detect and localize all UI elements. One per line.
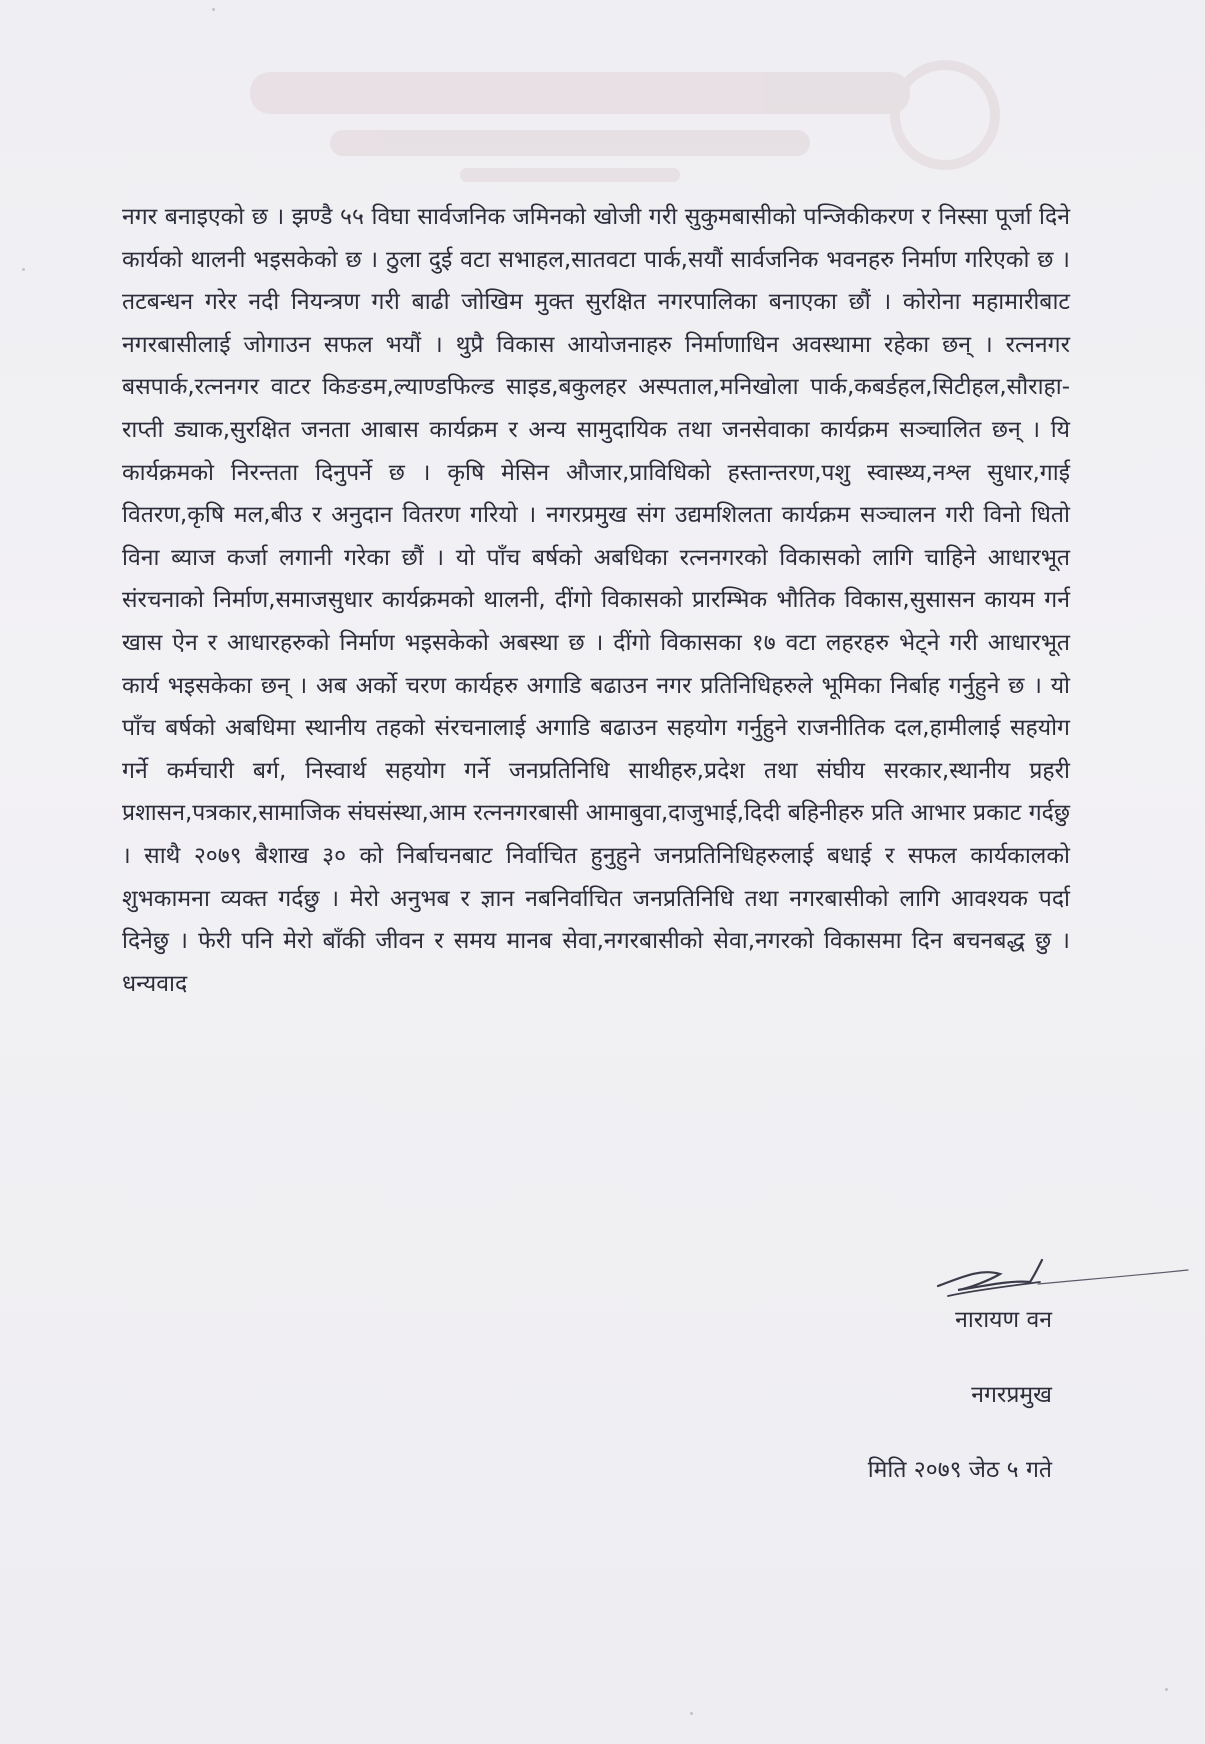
letter-body: नगर बनाइएको छ । झण्डै ५५ विघा सार्वजनिक जमिनको खोजी गरी सुकुमबासीको पन्जिकीकरण र निस्सा पूर्जा दिने कार्यको थालनी भइसकेको छ । ठुला दुई वटा सभाहल,सातवटा पार्क,सयौं सार्वजनिक भवनहरु निर्माण गरिएको छ । तटबन्धन गरेर नदी नियन्त्रण गरी बाढी जोखिम मुक्त सुरक्षित नगरपालिका बनाएका छौं । कोरोना महामारीबाट नगरबासीलाई जोगाउन सफल भयौं । थुप्रै विकास आयोजनाहरु निर्माणाधिन अवस्थामा रहेका छन् । रत्ननगर बसपार्क,रत्ननगर वाटर किङडम,ल्याण्डफिल्ड साइड,बकुलहर अस्पताल,मनिखोला पार्क,कबर्डहल,सिटीहल,सौराहा-राप्ती ड्याक,सुरक्षित जनता आबास कार्यक्रम र अन्य सामुदायिक तथा जनसेवाका कार्यक्रम सञ्चालित छन् । यि कार्यक्रमको निरन्तता दिनुपर्ने छ । कृषि मेसिन औजार,प्राविधिको हस्तान्तरण,पशु स्वास्थ्य,नश्ल सुधार,गाई वितरण,कृषि मल,बीउ र अनुदान वितरण गरियो । नगरप्रमुख संग उद्यमशिलता कार्यक्रम सञ्चालन गरी विनो धितो विना ब्याज कर्जा लगानी गरेका छौं । यो पाँच बर्षको अबधिका रत्ननगरको विकासको लागि चाहिने आधारभूत संरचनाको निर्माण,समाजसुधार कार्यक्रमको थालनी, दींगो विकासको प्रारम्भिक भौतिक विकास,सुसासन कायम गर्न खास ऐन र आधारहरुको निर्माण भइसकेको अबस्था छ । दींगो विकासका १७ वटा लहरहरु भेट्ने गरी आधारभूत कार्य भइसकेका छन् । अब अर्को चरण कार्यहरु अगाडि बढाउन नगर प्रतिनिधिहरुले भूमिका निर्बाह गर्नुहुने छ । यो पाँच बर्षको अबधिमा स्थानीय तहको संरचनालाई अगाडि बढाउन सहयोग गर्नुहुने राजनीतिक दल,हामीलाई सहयोग गर्ने कर्मचारी बर्ग, निस्वार्थ सहयोग गर्ने जनप्रतिनिधि साथीहरु,प्रदेश तथा संघीय सरकार,स्थानीय प्रहरी प्रशासन,पत्रकार,सामाजिक संघसंस्था,आम रत्ननगरबासी आमाबुवा,दाजुभाई,दिदी बहिनीहरु प्रति आभार प्रकाट गर्दछु । साथै २०७९ बैशाख ३० को निर्बाचनबाट निर्वाचित हुनुहुने जनप्रतिनिधिहरुलाई बधाई र सफल कार्यकालको शुभकामना व्यक्त गर्दछु । मेरो अनुभब र ज्ञान नबनिर्वाचित जनप्रतिनिधि तथा नगरबासीको लागि आवश्यक पर्दा दिनेछु । फेरी पनि मेरो बाँकी जीवन र समय मानब सेवा,नगरबासीको सेवा,नगरको विकासमा दिन बचनबद्ध छु । धन्यवाद	[122, 204, 1070, 997]
paper-speck	[22, 268, 25, 271]
paper-speck	[690, 1712, 693, 1715]
watermark-subtitle-band	[330, 130, 810, 156]
paper-speck	[212, 8, 215, 11]
watermark-title-band	[250, 72, 910, 114]
watermark-seal	[890, 60, 1000, 170]
paper-speck	[1165, 1688, 1168, 1691]
letterhead-watermark	[240, 60, 960, 190]
signer-name: नारायण वन	[955, 1307, 1052, 1333]
watermark-address-band	[460, 168, 680, 182]
handwritten-signature	[930, 1238, 1190, 1308]
letter-date: मिति २०७९ जेठ ५ गते	[867, 1457, 1052, 1483]
signer-title: नगरप्रमुख	[971, 1382, 1052, 1408]
